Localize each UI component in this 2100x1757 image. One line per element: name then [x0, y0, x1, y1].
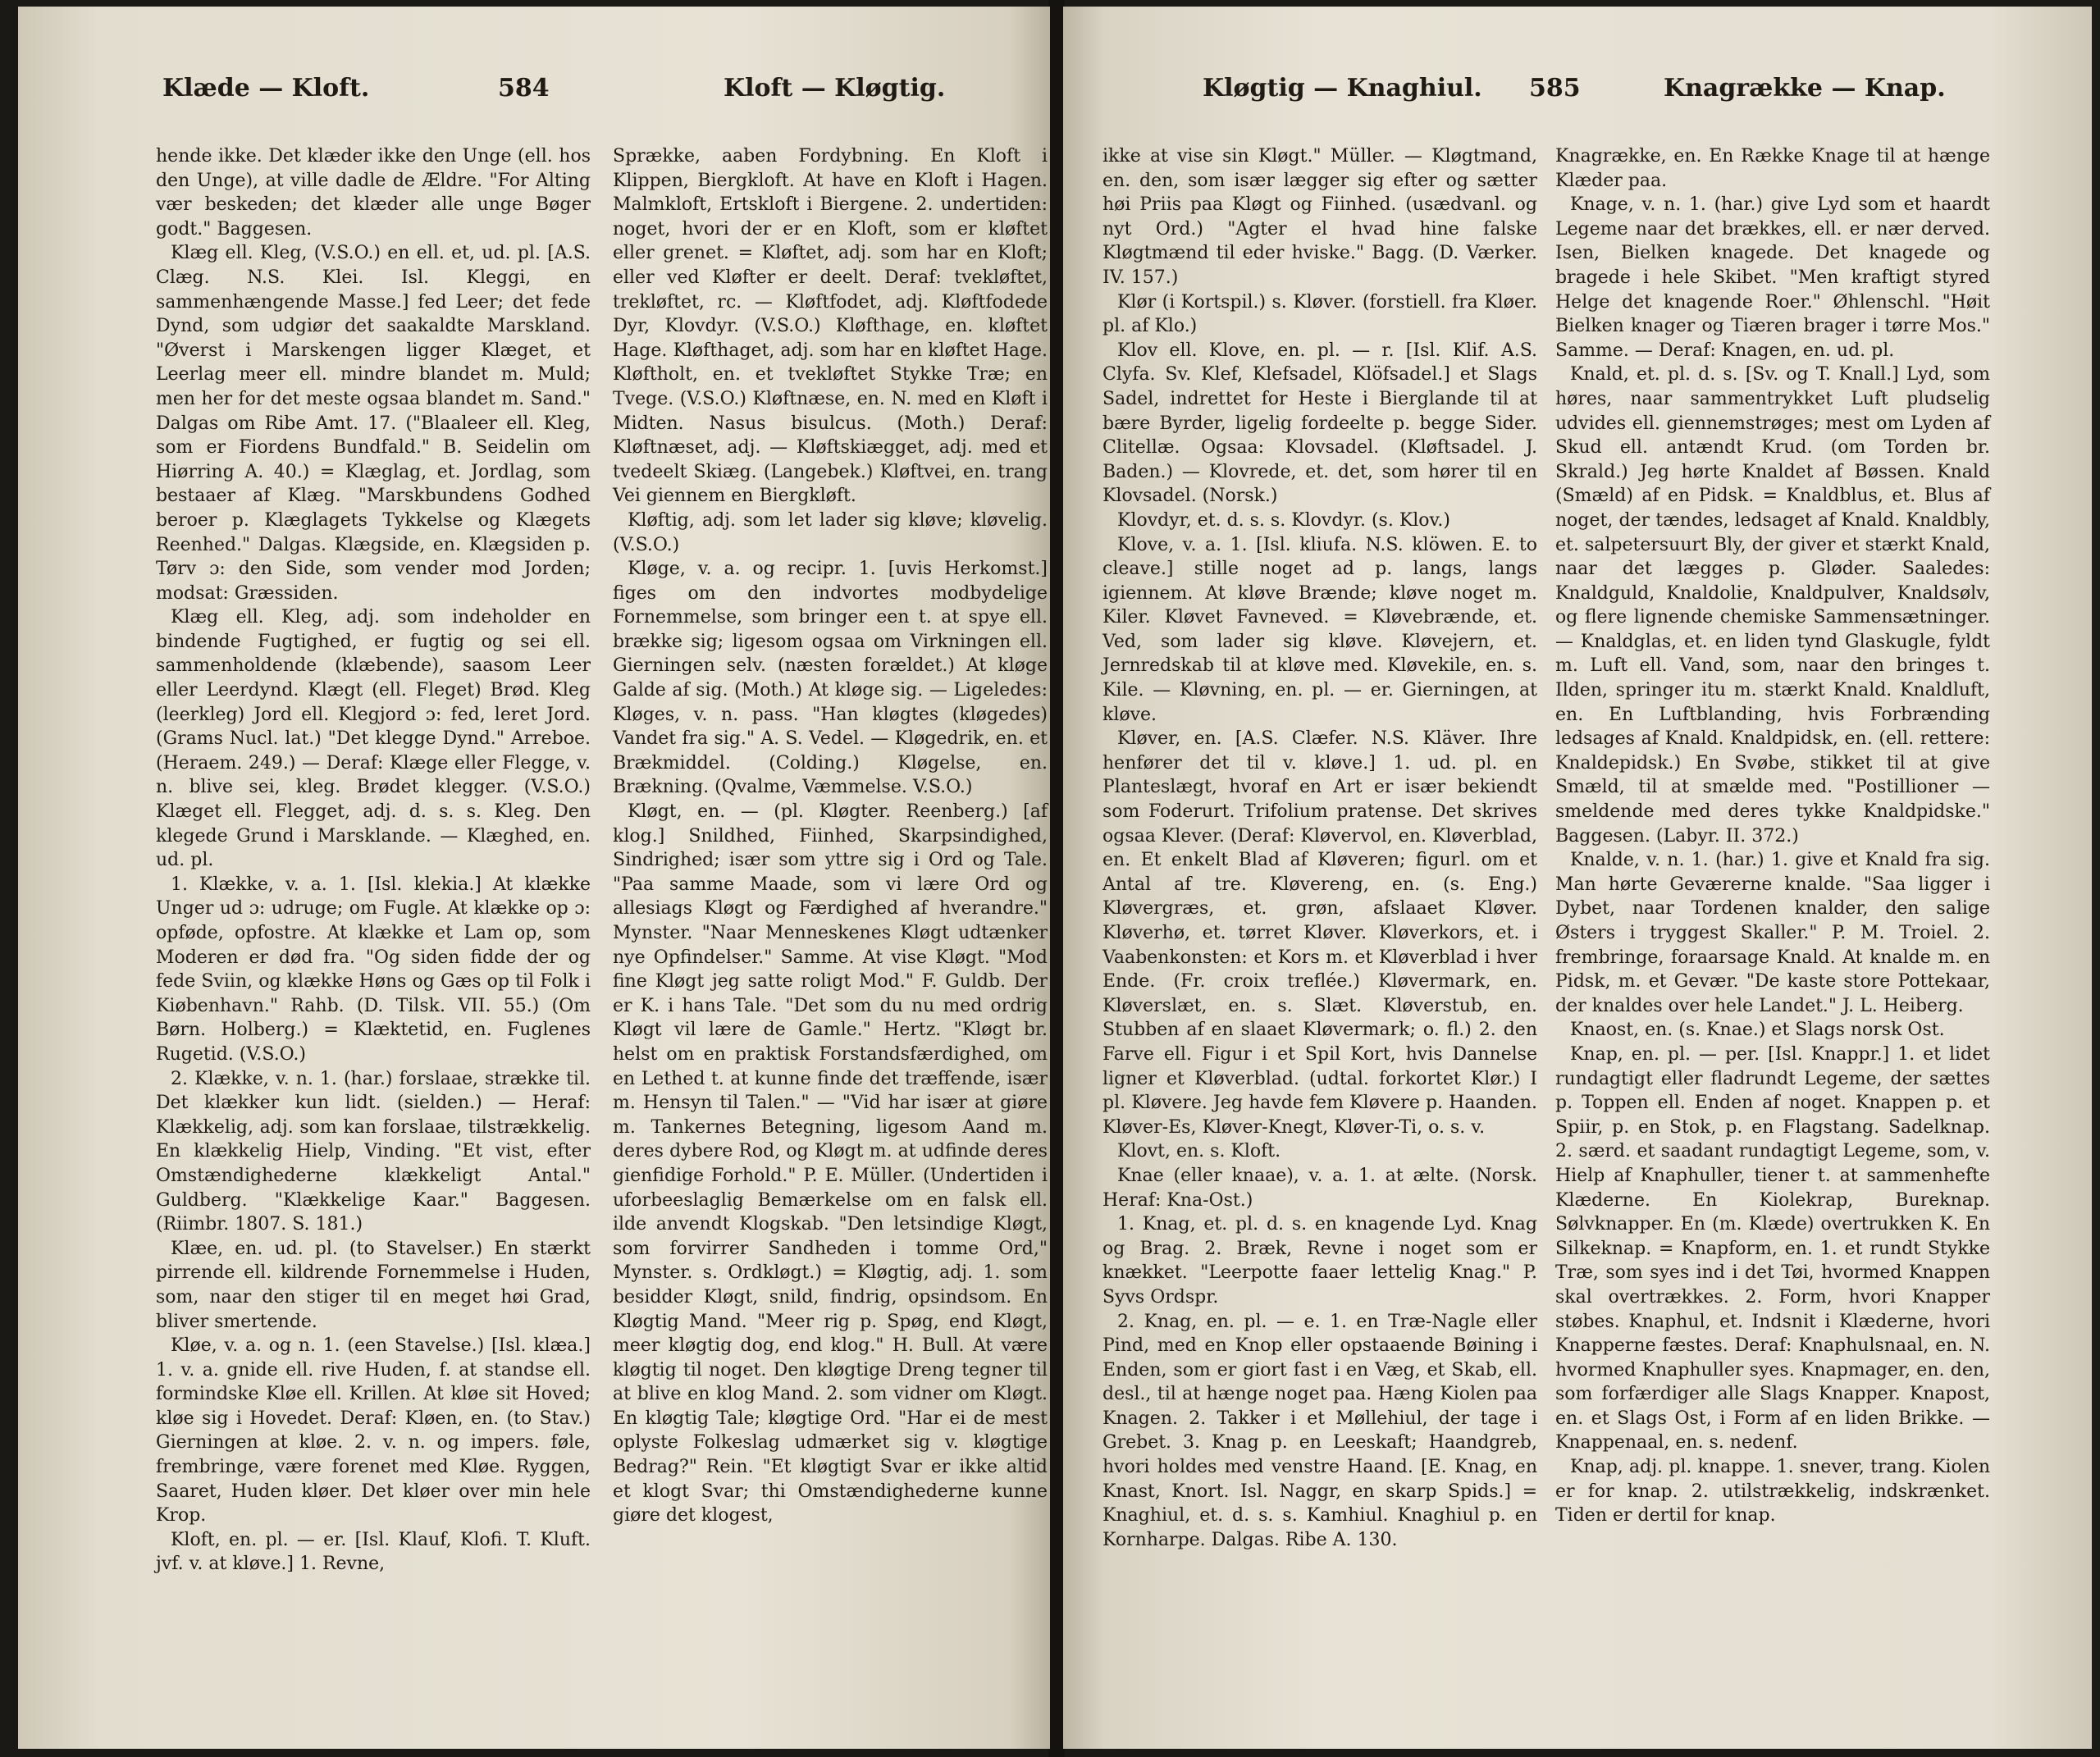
book-gutter [1048, 0, 1065, 1757]
entry-paragraph: Knage, v. n. 1. (har.) give Lyd som et haardt Legeme naar det brækkes, ell. er nær derved. Isen, Bielken knagede. Det knagede og bragede i hele Skibet. "Men kraftigt styred Helge det knagende Roer." Øhlenschl. "Høit Bielken knager og Tiæren brager i tørre Mos." Samme. — Deraf: Knagen, en. ud. pl. [1555, 194, 1990, 361]
entry-paragraph: 1. Knag, et. pl. d. s. en knagende Lyd. Knag og Brag. 2. Bræk, Revne i noget som er knækket. "Leerpotte faaer lettelig Knag." P. Syvs Ordspr. [1102, 1214, 1537, 1307]
entry-paragraph: Klov ell. Klove, en. pl. — r. [Isl. Klif. A.S. Clyfa. Sv. Klef, Klefsadel, Klöfsadel.] et Slags Sadel, indrettet for Heste i Bierglande til at bære Byrder, ligelig fordeelte p. begge Sider. Clitellæ. Ogsaa: Klovsadel. (Kløftsadel. J. Baden.) — Klovrede, et. det, som hører til en Klovsadel. (Norsk.) [1102, 340, 1537, 507]
entry-paragraph: ikke at vise sin Kløgt." Müller. — Kløgtmand, en. den, som især lægger sig efter og sætter høi Priis paa Kløgt og Fiinhed. (usædvanl. og nyt Ord.) "Agter el hvad hine falske Kløgtmænd til eder hviske." Bagg. (D. Værker. IV. 157.) [1102, 146, 1537, 288]
entry-paragraph: Sprække, aaben Fordybning. En Kloft i Klippen, Biergkloft. At have en Kloft i Hagen. Malmkloft, Ertskloft i Biergene. 2. undertiden: noget, hvori der er en Kloft, som er kløftet eller grenet. = Kløftet, adj. som har en Kloft; eller ved Kløfter er deelt. Deraf: tvekløftet, trekløftet, rc. — Kløftfodet, adj. Kløftfodede Dyr, Klovdyr. (V.S.O.) Kløfthage, en. kløftet Hage. Kløfthaget, adj. som har en kløftet Hage. Kløftholt, en. et tvekløftet Stykke Træ; en Tvege. (V.S.O.) Kløftnæse, en. N. med en Kløft i Midten. Nasus bisulcus. (Moth.) Deraf: Kløftnæset, adj. — Kløftskiægget, adj. med et tvedeelt Skiæg. (Langebek.) Kløftvei, en. trang Vei giennem en Biergkløft. [613, 146, 1048, 507]
entry-paragraph: 1. Klække, v. a. 1. [Isl. klekia.] At klække Unger ud ɔ: udruge; om Fugle. At klække op ɔ: opføde, opfostre. At klække et Lam op, som Moderen er død fra. "Og siden fidde der og fede Sviin, og klække Høns og Gæs op til Folk i Kiøbenhavn." Rahb. (D. Tilsk. VII. 55.) (Om Børn. Holberg.) = Klæktetid, en. Fuglenes Rugetid. (V.S.O.) [156, 874, 591, 1065]
right-page-column-2 [1555, 144, 1990, 1528]
entry-paragraph: Klovdyr, et. d. s. s. Klovdyr. (s. Klov.) [1117, 509, 1450, 531]
entry-paragraph: Knagrække, en. En Række Knage til at hænge Klæder paa. [1555, 146, 1990, 191]
right-running-head: Knagrække — Knap. [1664, 74, 1946, 103]
entry-paragraph: Klove, v. a. 1. [Isl. kliufa. N.S. klöwen. E. to cleave.] stille noget ad p. langs, langs igiennem. At kløve Brænde; kløve noget m. Kiler. Kløvet Favneved. = Kløvebrænde, et. Ved, som lader sig kløve. Kløvejern, et. Jernredskab til at kløve med. Kløvekile, en. s. Kile. — Kløvning, en. pl. — er. Gierningen, at kløve. [1102, 534, 1537, 725]
entry-paragraph: Knaost, en. (s. Knae.) et Slags norsk Ost. [1570, 1020, 1945, 1041]
entry-paragraph: 2. Klække, v. n. 1. (har.) forslaae, strække til. Det klækker kun lidt. (sielden.) — Heraf: Klækkelig, adj. som kan forslaae, tilstrækkelig. En klækkelig Hielp, Vinding. "Et vist, efter Omstændighederne klækkeligt Antal." Guldberg. "Klækkelige Kaar." Baggesen. (Riimbr. 1807. S. 181.) [156, 1068, 591, 1235]
entry-paragraph: Kløge, v. a. og recipr. 1. [uvis Herkomst.] figes om den indvortes modbydelige Fornemmelse, som bringer een t. at spye ell. brække sig; ligesom ogsaa om Virkningen ell. Gierningen selv. (næsten forældet.) At kløge Galde af sig. (Moth.) At kløge sig. — Ligeledes: Kløges, v. n. pass. "Han kløgtes (kløgedes) Vandet fra sig." A. S. Vedel. — Kløgedrik, en. et Brækmiddel. (Colding.) Kløgelse, en. Brækning. (Qvalme, Væmmelse. V.S.O.) [613, 559, 1048, 798]
entry-paragraph: Knap, en. pl. — per. [Isl. Knappr.] 1. et lidet rundagtigt eller fladrundt Legeme, der sættes p. Toppen ell. Enden af noget. Knappen p. et Spiir, p. en Stok, p. en Flagstang. Sadelknap. 2. særd. et saadant rundagtigt Legeme, som, v. Hielp af Knaphuller, tiener t. at sammenhefte Klæderne. En Kiolekrap, Bureknap. Sølvknapper. En (m. Klæde) overtrukken K. En Silkeknap. = Knapform, en. 1. et rundt Stykke Træ, som syes ind i det Tøi, hvormed Knappen skal overtrækkes. 2. Form, hvori Knapper støbes. Knaphul, et. Indsnit i Klæderne, hvori Knapperne fæstes. Deraf: Knaphulsnaal, en. N. hvormed Knaphuller syes. Knapmager, en. den, som forfærdiger alle Slags Knapper. Knapost, en. et Slags Ost, i Form af en liden Brikke. — Knappenaal, en. s. nedenf. [1555, 1043, 1990, 1454]
right-running-head: Kloft — Kløgtig. [724, 74, 946, 103]
right-page-header [1063, 74, 2092, 115]
left-page-column-1 [156, 144, 591, 1577]
entry-paragraph: Kløver, en. [A.S. Clæfer. N.S. Kläver. Ihre henfører det til v. kløve.] 1. ud. pl. en Planteslægt, hvoraf en Art er især bekiendt som Foderurt. Trifolium pratense. Det skrives ogsaa Klever. (Deraf: Kløvervol, en. Kløverblad, en. Et enkelt Blad af Kløveren; figurl. om et Antal af tre. Kløvereng, en. (s. Eng.) Kløvergræs, et. grøn, afslaaet Kløver. Kløverhø, et. tørret Kløver. Kløverkors, et. i Vaabenkonsten: et Kors m. et Kløverblad i hver Ende. (Fr. croix treflée.) Kløvermark, en. Kløverslæt, en. s. Slæt. Kløverstub, en. Stubben af en slaaet Kløvermark; o. fl.) 2. den Farve ell. Figur i et Spil Kort, hvis Dannelse ligner et Kløverblad. (udtal. forkortet Klør.) I pl. Kløvere. Jeg havde fem Kløvere p. Haanden. Kløver-Es, Kløver-Knegt, Kløver-Ti, o. s. v. [1102, 728, 1537, 1138]
right-page [1063, 7, 2092, 1749]
entry-paragraph: Kløe, v. a. og n. 1. (een Stavelse.) [Isl. klæa.] 1. v. a. gnide ell. rive Huden, f. at standse ell. formindske Kløe ell. Krillen. At kløe sit Hoved; kløe sig i Hovedet. Deraf: Kløen, en. (to Stav.) Gierningen at kløe. 2. v. n. og impers. føle, frembringe, være forenet med Kløe. Ryggen, Saaret, Huden kløer. Det kløer over min hele Krop. [156, 1335, 591, 1527]
entry-paragraph: Klæe, en. ud. pl. (to Stavelser.) En stærkt pirrende ell. kildrende Fornemmelse i Huden, som, naar den stiger til en meget høi Grad, bliver smertende. [156, 1238, 591, 1332]
entry-paragraph: Knald, et. pl. d. s. [Sv. og T. Knall.] Lyd, som høres, naar sammentrykket Luft pludselig udvides ell. giennemstrøges; mest om Lyden af Skud ell. antændt Krud. (om Torden br. Skrald.) Jeg hørte Knaldet af Bøssen. Knald (Smæld) af en Pidsk. = Knaldblus, et. Blus af noget, der tændes, ledsaget af Knald. Knaldbly, et. salpetersuurt Bly, der giver et stærkt Knald, naar det lægges p. Gløder. Saaledes: Knaldguld, Knaldolie, Knaldpulver, Knaldsølv, og flere lignende chemiske Sammensætninger. — Knaldglas, et. en liden tynd Glaskugle, fyldt m. Luft ell. Vand, som, naar den bringes t. Ilden, springer itu m. stærkt Knald. Knaldluft, en. En Luftblanding, hvis Forbrænding ledsages af Knald. Knaldpidsk, en. (ell. rettere: Knaldepidsk.) En Svøbe, stikket til at give Smæld, til at smælde med. "Postillioner — smeldende med deres tykke Knaldpidske." Baggesen. (Labyr. II. 372.) [1555, 364, 1990, 847]
entry-paragraph: Kløftig, adj. som let lader sig kløve; kløvelig. (V.S.O.) [613, 509, 1048, 555]
entry-paragraph: Kloft, en. pl. — er. [Isl. Klauf, Klofi. T. Kluft. jvf. v. at kløve.] 1. Revne, [156, 1529, 591, 1575]
entry-paragraph: Knap, adj. pl. knappe. 1. snever, trang. Kiolen er for knap. 2. utilstrækkelig, indskrænket. Tiden er dertil for knap. [1555, 1457, 1990, 1527]
entry-paragraph: Klæg ell. Kleg, adj. som indeholder en bindende Fugtighed, er fugtig og sei ell. sammenholdende (klæbende), saasom Leer eller Leerdynd. Klægt (ell. Fleget) Brød. Kleg (leerkleg) Jord ell. Klegjord ɔ: fed, leret Jord. (Grams Nucl. lat.) "Det klegge Dynd." Arreboe. (Heraem. 249.) — Deraf: Klæge eller Flegge, v. n. blive sei, kleg. Brødet klegger. (V.S.O.) Klæget ell. Flegget, adj. d. s. s. Kleg. Den klegede Grund i Marsklande. — Klæghed, en. ud. pl. [156, 607, 591, 871]
page-number: 585 [1529, 74, 1581, 103]
left-running-head: Klæde — Kloft. [162, 74, 370, 103]
entry-paragraph: 2. Knag, en. pl. — e. 1. en Træ-Nagle eller Pind, med en Knop eller opstaaende Bøining i Enden, som er giort fast i en Væg, et Skab, ell. desl., til at hænge noget paa. Hæng Kiolen paa Knagen. 2. Takker i et Møllehiul, der tage i Grebet. 3. Knag p. en Leeskaft; Haandgreb, hvori holdes med venstre Haand. [E. Knag, en Knast, Knort. Isl. Naggr, en skarp Spids.] = Knaghiul, et. d. s. s. Kamhiul. Knaghiul p. en Kornharpe. Dalgas. Ribe A. 130. [1102, 1311, 1537, 1550]
left-page-column-2 [613, 144, 1048, 1528]
entry-paragraph: Klør (i Kortspil.) s. Kløver. (forstiell. fra Kløer. pl. af Klo.) [1102, 291, 1537, 337]
entry-paragraph: Knalde, v. n. 1. (har.) 1. give et Knald fra sig. Man hørte Geværerne knalde. "Saa ligger i Dybet, naar Tordenen knalder, den salige Østers i tryggest Skaller." P. M. Troiel. 2. frembringe, foraarsage Knald. At knalde m. en Pidsk, m. et Gevær. "De kaste store Pottekaar, der knaldes over hele Landet." J. L. Heiberg. [1555, 850, 1990, 1016]
entry-paragraph: hende ikke. Det klæder ikke den Unge (ell. hos den Unge), at ville dadle de Ældre. "For Alting vær beskeden; det klæder alle unge Bøger godt." Baggesen. [156, 146, 591, 240]
entry-paragraph: Klæg ell. Kleg, (V.S.O.) en ell. et, ud. pl. [A.S. Clæg. N.S. Klei. Isl. Kleggi, en sammenhængende Masse.] fed Leer; det fede Dynd, som udgiør det saakaldte Marskland. "Øverst i Marskengen ligger Klæget, et Leerlag meer ell. mindre blandet m. Muld; men her for det meste ogsaa blandet m. Sand." Dalgas om Ribe Amt. 17. ("Blaaleer ell. Kleg, som er Fiordens Bundfald." B. Seidelin om Hiørring A. 40.) = Klæglag, et. Jordlag, som bestaaer af Klæg. "Marskbundens Godhed beroer p. Klæglagets Tykkelse og Klægets Reenhed." Dalgas. Klægside, en. Klægsiden p. Tørv ɔ: den Side, som vender mod Jorden; modsat: Græssiden. [156, 243, 591, 604]
left-page [18, 7, 1050, 1749]
entry-paragraph: Kløgt, en. — (pl. Kløgter. Reenberg.) [af klog.] Snildhed, Fiinhed, Skarpsindighed, Sindrighed; især som yttre sig i Ord og Tale. "Paa samme Maade, som vi lære Ord og allesiags Kløgt og Færdighed af hverandre." Mynster. "Naar Menneskenes Kløgt udtænker nye Opfindelser." Samme. At vise Kløgt. "Mod fine Kløgt jeg satte roligt Mod." F. Guldb. Der er K. i hans Tale. "Det som du nu med ordrig Kløgt vil lære de Gamle." Hertz. "Kløgt br. helst om en praktisk Forstandsfærdighed, om en Lethed t. at kunne finde det træffende, især m. Hensyn til Talen." — "Vid har især at giøre m. Tankernes Betegning, ligesom Aand m. deres dybere Rod, og Kløgt m. at udfinde deres gienfidige Forhold." P. E. Müller. (Undertiden i uforbeeslaglig Bemærkelse om en falsk ell. ilde anvendt Klogskab. "Den letsindige Kløgt, som forvirrer Sandheden i tomme Ord," Mynster. s. Ordkløgt.) = Kløgtig, adj. 1. som besidder Kløgt, snild, findrig, opsindsom. En Kløgtig Mand. "Meer rig p. Spøg, end Kløgt, meer kløgtig dog, end klog." H. Bull. At være kløgtig til noget. Den kløgtige Dreng tegner til at blive en klog Mand. 2. som vidner om Kløgt. En kløgtig Tale; kløgtige Ord. "Har ei de mest oplyste Folkeslag udmærket sig v. kløgtige Bedrag?" Rein. "Et kløgtigt Svar er ikke altid et klogt Svar; thi Omstændighederne kunne giøre det klogest, [613, 801, 1048, 1527]
page-number: 584 [498, 74, 550, 103]
entry-paragraph: Klovt, en. s. Kloft. [1117, 1141, 1281, 1162]
left-page-header [18, 74, 1050, 115]
entry-paragraph: Knae (eller knaae), v. a. 1. at ælte. (Norsk. Heraf: Kna-Ost.) [1102, 1165, 1537, 1211]
right-page-column-1 [1102, 144, 1537, 1552]
left-running-head: Kløgtig — Knaghiul. [1203, 74, 1482, 103]
